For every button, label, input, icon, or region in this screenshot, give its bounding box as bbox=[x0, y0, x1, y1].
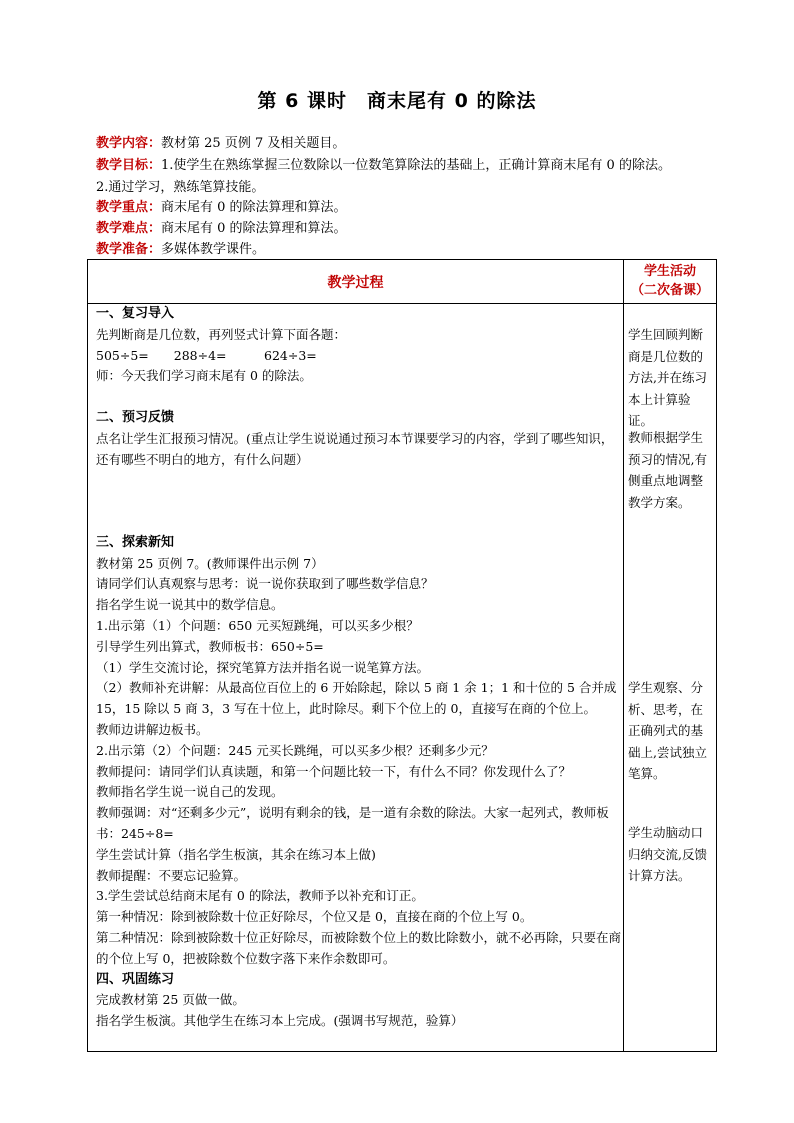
text-line: 引导学生列出算式，教师板书：650÷5= bbox=[96, 638, 324, 654]
section-heading-explore: 三、探索新知 bbox=[96, 534, 175, 550]
lesson-table bbox=[87, 259, 717, 1052]
text-line: 教材第 25 页例 7。(教师课件出示例 7） bbox=[96, 555, 324, 571]
text-line: 师：今天我们学习商末尾有 0 的除法。 bbox=[96, 368, 312, 384]
table-header bbox=[88, 260, 716, 304]
text-line: 教师指名学生说一说自己的发现。 bbox=[96, 784, 284, 800]
page-title: 第 6 课时 商末尾有 0 的除法 bbox=[257, 90, 537, 112]
student-activity-note-4: 学生动脑动口归纳交流,反馈计算方法。 bbox=[628, 825, 707, 883]
meta-preparation: 教学准备：多媒体教学课件。 bbox=[96, 242, 266, 257]
section-heading-preview: 二、预习反馈 bbox=[96, 409, 175, 425]
text-line: 教师提问：请同学们认真读题，和第一个问题比较一下，有什么不同？你发现什么了？ bbox=[96, 763, 572, 779]
text-paragraph: 点名让学生汇报预习情况。(重点让学生说说通过预习本节课要学习的内容，学到了哪些知识，还有哪些不明白的地方，有什么问题） bbox=[96, 430, 614, 467]
meta-key-point: 教学重点：商末尾有 0 的除法算理和算法。 bbox=[96, 200, 347, 215]
text-line: 指名学生说一说其中的数学信息。 bbox=[96, 597, 284, 613]
meta-teaching-goal: 教学目标：1.使学生在熟练掌握三位数除以一位数笔算除法的基础上，正确计算商末尾有 0 的除法。 bbox=[96, 158, 671, 173]
header-student-activity-line1: 学生活动 bbox=[643, 264, 696, 279]
header-teaching-process: 教学过程 bbox=[327, 274, 384, 291]
text-line: 先判断商是几位数，再列竖式计算下面各题： bbox=[96, 326, 347, 342]
teaching-process-content bbox=[96, 304, 621, 1032]
text-line: 505÷5= 288÷4= 624÷3= bbox=[96, 347, 317, 363]
text-paragraph: （2）教师补充讲解：从最高位百位上的 6 开始除起，除以 5 商 1 余 1；1 和十位的 5 合并成 15，15 除以 5 商 3，3 写在十位上，此时除尽。剩下个位上的 0，直接写在商的个位上。 bbox=[96, 680, 617, 717]
text-line: 教师边讲解边板书。 bbox=[96, 721, 209, 737]
text-line: 1.出示第（1）个问题：650 元买短跳绳，可以买多少根？ bbox=[96, 617, 419, 633]
text-line: 教师提醒：不要忘记验算。 bbox=[96, 867, 247, 883]
meta-teaching-content: 教学内容：教材第 25 页例 7 及相关题目。 bbox=[96, 136, 346, 151]
text-line: 第一种情况：除到被除数十位正好除尽，个位又是 0，直接在商的个位上写 0。 bbox=[96, 909, 533, 925]
section-heading-practice: 四、巩固练习 bbox=[96, 971, 175, 987]
text-paragraph: 第二种情况：除到被除数十位正好除尽，而被除数个位上的数比除数小，就不必再除，只要在商的个位上写 0，把被除数个位数字落下来作余数即可。 bbox=[96, 929, 622, 966]
student-activity-note-2: 教师根据学生预习的情况,有侧重点地调整教学方案。 bbox=[628, 430, 707, 510]
text-line: 2.出示第（2）个问题：245 元买长跳绳，可以买多少根？还剩多少元？ bbox=[96, 742, 494, 758]
section-heading-review: 一、复习导入 bbox=[96, 306, 175, 321]
text-line: 指名学生板演。其他学生在练习本上完成。(强调书写规范，验算） bbox=[96, 1013, 464, 1029]
meta-difficulty: 教学难点：商末尾有 0 的除法算理和算法。 bbox=[96, 221, 347, 236]
student-activity-note-1: 学生回顾判断商是几位数的方法,并在练习本上计算验证。 bbox=[628, 327, 707, 428]
text-line: 学生尝试计算（指名学生板演，其余在练习本上做) bbox=[96, 846, 376, 862]
student-activity-note-3: 学生观察、分析、思考，在正确列式的基础上,尝试独立笔算。 bbox=[628, 680, 707, 781]
text-line: 3.学生尝试总结商末尾有 0 的除法，教师予以补充和订正。 bbox=[96, 888, 424, 904]
text-line: 请同学们认真观察与思考：说一说你获取到了哪些数学信息？ bbox=[96, 576, 434, 592]
text-line: （1）学生交流讨论，探究笔算方法并指名说一说笔算方法。 bbox=[96, 659, 429, 675]
header-student-activity-line2: （二次备课） bbox=[630, 283, 709, 298]
meta-teaching-goal-2: 2.通过学习，熟练笔算技能。 bbox=[96, 180, 265, 195]
header-student-activity bbox=[623, 260, 716, 303]
text-paragraph: 教师强调：对“还剩多少元”，说明有剩余的钱，是一道有余数的除法。大家一起列式，教师板书：245÷8= bbox=[96, 805, 609, 841]
column-divider bbox=[623, 304, 624, 1051]
text-line: 完成教材第 25 页做一做。 bbox=[96, 992, 245, 1008]
